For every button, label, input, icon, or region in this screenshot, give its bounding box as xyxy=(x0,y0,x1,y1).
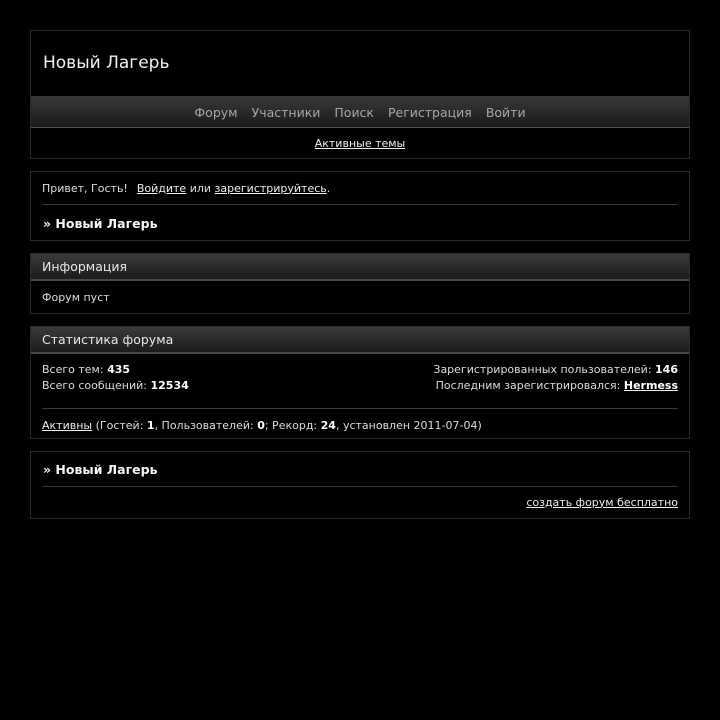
users-value: 0 xyxy=(257,418,265,432)
last-registered-label: Последним зарегистрировался: xyxy=(435,379,621,392)
stats-right xyxy=(433,362,678,408)
page xyxy=(30,30,690,519)
topics-value: 435 xyxy=(107,363,131,376)
online-link[interactable]: Активны xyxy=(42,418,93,432)
footer-breadcrumb: » Новый Лагерь xyxy=(42,452,678,487)
posts-label: Всего сообщений: xyxy=(42,379,147,392)
greeting-panel xyxy=(30,171,690,241)
create-forum-row xyxy=(42,487,678,517)
footer-panel xyxy=(30,451,690,519)
nav-forum[interactable]: Форум xyxy=(194,104,238,120)
login-link[interactable]: Войдите xyxy=(136,181,187,195)
stats-rows xyxy=(42,354,678,409)
stats-left xyxy=(42,362,189,408)
nav-register[interactable]: Регистрация xyxy=(387,104,472,120)
info-text: Форум пуст xyxy=(42,291,110,304)
greeting-line xyxy=(42,172,678,205)
record-value: 24 xyxy=(320,418,336,432)
topics-label: Всего тем: xyxy=(42,363,104,376)
nav-login[interactable]: Войти xyxy=(485,104,526,120)
main-nav xyxy=(31,96,689,128)
record-date: , установлен 2011-07-04) xyxy=(335,418,482,432)
stats-panel xyxy=(30,326,690,439)
info-header: Информация xyxy=(31,254,689,281)
period-text: . xyxy=(326,181,331,195)
active-topics-bar xyxy=(31,128,689,159)
online-line xyxy=(42,409,678,441)
create-forum-link[interactable]: создать форум бесплатно xyxy=(526,495,678,509)
nav-members[interactable]: Участники xyxy=(251,104,321,120)
header xyxy=(30,30,690,159)
last-registered-user: Hermess xyxy=(623,379,678,392)
registered-label: Зарегистрированных пользователей: xyxy=(433,363,652,376)
greeting-text: Привет, Гость! xyxy=(42,181,128,195)
last-registered-user-link[interactable] xyxy=(624,379,678,392)
posts-value: 12534 xyxy=(150,379,189,392)
guests-label: (Гостей: xyxy=(95,418,144,432)
stats-header: Статистика форума xyxy=(31,327,689,354)
guests-value: 1 xyxy=(146,418,155,432)
users-label: , Пользователей: xyxy=(154,418,254,432)
active-topics-link[interactable]: Активные темы xyxy=(314,137,406,150)
site-title: Новый Лагерь xyxy=(43,53,170,73)
registered-value: 146 xyxy=(655,363,678,376)
breadcrumb: » Новый Лагерь xyxy=(43,216,158,231)
or-text: или xyxy=(189,181,212,195)
register-link[interactable]: зарегистрируйтесь xyxy=(214,181,327,195)
nav-search[interactable]: Поиск xyxy=(334,104,374,120)
info-panel xyxy=(30,253,690,314)
record-label: ; Рекорд: xyxy=(264,418,318,432)
